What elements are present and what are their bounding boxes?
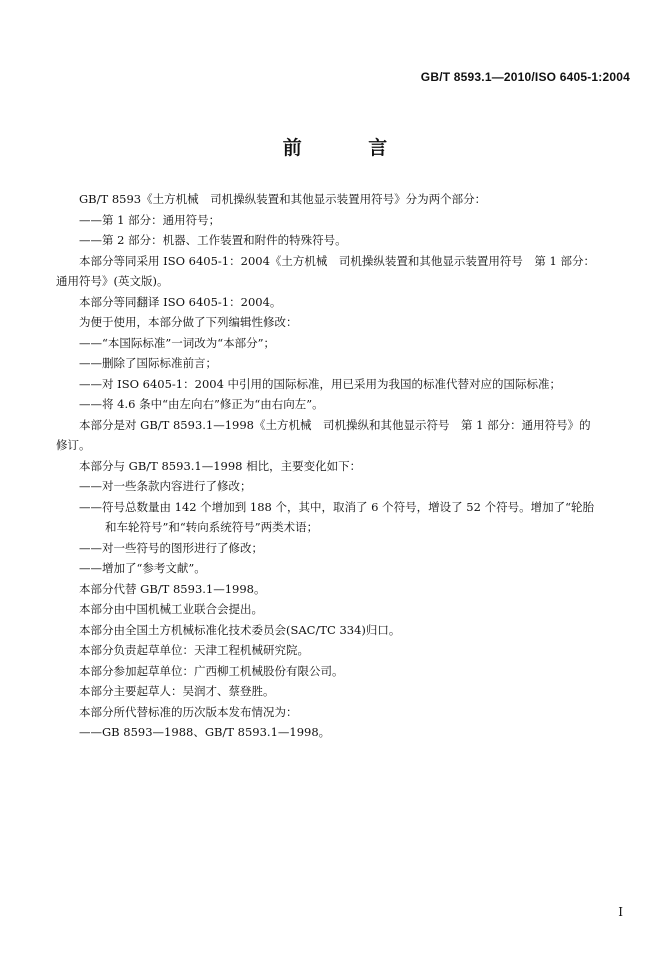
text-line: 本部分由全国土方机械标准化技术委员会(SAC/TC 334)归口。 <box>79 622 401 637</box>
page-title: 前 言 <box>282 137 418 159</box>
text-line: ——对一些条款内容进行了修改； <box>79 479 252 493</box>
text-line: 本部分等同翻译 ISO 6405-1：2004。 <box>79 294 282 309</box>
text-line: ——第 2 部分：机器、工作装置和附件的特殊符号。 <box>79 233 347 247</box>
text-line: 修订。 <box>56 438 91 452</box>
text-line: ——“本国际标准”一词改为“本部分”； <box>79 335 276 350</box>
text-line: 通用符号》(英文版)。 <box>56 274 169 288</box>
text-line: 本部分参加起草单位：广西柳工机械股份有限公司。 <box>79 663 344 678</box>
text-line: 为便于使用，本部分做了下列编辑性修改： <box>79 315 298 329</box>
text-line: GB/T 8593《土方机械 司机操纵装置和其他显示装置用符号》分为两个部分： <box>79 192 487 206</box>
text-line: 本部分主要起草人：吴润才、蔡登胜。 <box>79 684 275 698</box>
text-line: 本部分等同采用 ISO 6405-1：2004《土方机械 司机操纵装置和其他显示装置用符号 第 1 部分： <box>79 253 596 268</box>
text-line: 和车轮符号”和“转向系统符号”两类术语； <box>105 520 319 534</box>
text-line: ——将 4.6 条中“由左向右”修正为“由右向左”。 <box>79 397 324 411</box>
text-line: ——GB 8593—1988、GB/T 8593.1—1998。 <box>79 725 331 739</box>
text-line: ——删除了国际标准前言； <box>79 356 217 370</box>
text-line: ——第 1 部分：通用符号； <box>79 212 221 227</box>
text-line: 本部分负责起草单位：天津工程机械研究院。 <box>79 643 309 657</box>
text-line: 本部分是对 GB/T 8593.1—1998《土方机械 司机操纵和其他显示符号 第 1 部分：通用符号》的 <box>79 417 591 432</box>
text-line: 本部分代替 GB/T 8593.1—1998。 <box>79 581 266 596</box>
text-line: ——增加了“参考文献”。 <box>79 561 206 575</box>
page-number: I <box>618 905 623 919</box>
text-line: ——对 ISO 6405-1：2004 中引用的国际标准，用已采用为我国的标准代替对应的国际标准； <box>79 376 562 391</box>
standard-code-header: GB/T 8593.1—2010/ISO 6405-1:2004 <box>420 70 630 84</box>
text-line: 本部分所代替标准的历次版本发布情况为： <box>79 704 298 719</box>
text-line: ——对一些符号的图形进行了修改； <box>79 540 263 555</box>
foreword-body <box>56 189 622 743</box>
text-line: 本部分由中国机械工业联合会提出。 <box>79 602 263 616</box>
text-line: ——符号总数量由 142 个增加到 188 个，其中，取消了 6 个符号，增设了 52 个符号。增加了“轮胎 <box>79 499 594 514</box>
text-line: 本部分与 GB/T 8593.1—1998 相比，主要变化如下： <box>79 458 362 473</box>
